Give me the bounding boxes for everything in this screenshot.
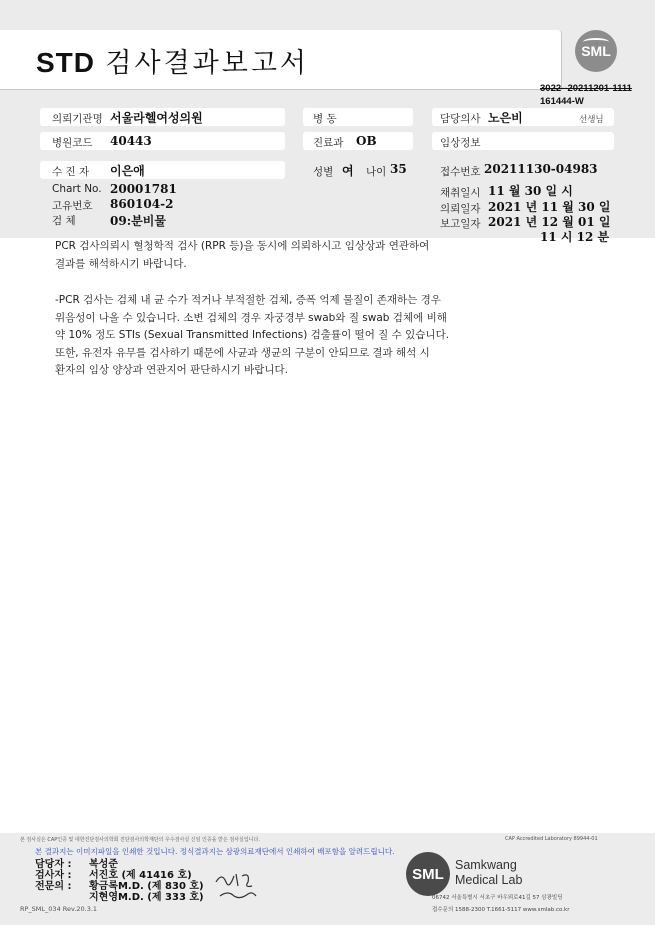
sml-logo: SML	[575, 30, 617, 72]
staff-row	[35, 888, 204, 903]
paragraph-line: 환자의 임상 양상과 연관지어 판단하시기 바랍니다.	[55, 364, 289, 376]
specimen-value: 09:분비물	[110, 214, 166, 228]
uid-label: 고유번호	[52, 200, 93, 212]
chart-value: 20001781	[110, 182, 177, 196]
sml-brand-logo: SML	[406, 852, 450, 896]
req-org-label: 의뢰기관명	[52, 113, 103, 125]
req-org-value: 서울라헬여성의원	[110, 111, 203, 125]
contact-text: 접수문의 1588-2300 T.1661-5117 www.smlab.co.kr	[432, 907, 570, 913]
receipt-value: 20211130-04983	[484, 162, 598, 176]
doc-no-line1: 3022--20211201-1111	[540, 83, 632, 94]
report-value: 2021 년 12 월 01 일	[488, 215, 611, 229]
brand-name	[455, 858, 522, 888]
dept-value: OB	[356, 134, 377, 148]
request-value: 2021 년 11 월 30 일	[488, 200, 611, 214]
ward-label: 병 동	[313, 113, 337, 125]
specimen-label: 검 체	[52, 215, 76, 227]
staff-role: 담당자 :	[35, 859, 72, 870]
collect-value: 11 월 30 일 시	[488, 184, 573, 198]
paragraph-line: 결과를 해석하시기 바랍니다.	[55, 257, 187, 270]
collect-label: 채취일시	[440, 187, 481, 199]
doctor-label: 담당의사	[440, 113, 481, 125]
staff-name: 지현영M.D. (제 333 호)	[89, 892, 204, 903]
patient-label: 수 진 자	[52, 166, 90, 178]
sex-value: 여	[342, 164, 354, 178]
clinical-label: 임상정보	[440, 137, 481, 149]
staff-role: 전문의 :	[35, 881, 72, 892]
paragraph-line: -PCR 검사는 검체 내 균 수가 적거나 부적절한 검체, 증폭 억제 물질이 존재하는 경우	[55, 294, 441, 306]
title-main: 검사결과보고서	[105, 48, 309, 79]
paragraph-2	[55, 292, 449, 380]
staff-name: 서진호 (제 41416 호)	[89, 870, 192, 881]
page-title	[36, 41, 309, 80]
paragraph-line: 또한, 유전자 유무를 검사하기 때문에 사균과 생균의 구분이 안되므로 결과 해석 시	[55, 346, 430, 359]
patient-value: 이은애	[110, 164, 145, 178]
staff-role: 검사자 :	[35, 870, 72, 881]
receipt-label: 접수번호	[440, 166, 481, 178]
hosp-code-label: 병원코드	[52, 137, 93, 149]
cap-note: CAP Accredited Laboratory 89944-01	[505, 836, 598, 842]
paragraph-line: 약 10% 정도 STIs (Sexual Transmitted Infections) 검출률이 떨어 질 수 있습니다.	[55, 329, 450, 341]
paragraph-line: 위음성이 나올 수 있습니다. 소변 검체의 경우 자궁경부 swab와 질 swab 검체에 비해	[55, 311, 447, 324]
sex-label: 성별	[313, 166, 334, 178]
print-notice: 본 결과지는 이미지파일을 인쇄한 것입니다. 정식결과지는 삼광의료재단에서 인쇄하여 배포함을 알려드립니다.	[35, 847, 395, 856]
document-number	[540, 82, 632, 108]
report-time-value: 11 시 12 분	[540, 230, 610, 244]
doctor-value: 노은비	[488, 111, 523, 125]
paragraph-1	[55, 238, 429, 273]
signature-image	[212, 868, 262, 904]
staff-name: 황금록M.D. (제 830 호)	[89, 881, 204, 892]
title-prefix: STD	[36, 47, 95, 78]
age-label: 나이	[366, 166, 387, 178]
accreditation-note: 본 검사실은 CAP인증 및 대한진단검사의학회 진단검사의학재단의 우수검사실 신임 인증을 받은 검사실입니다.	[20, 837, 260, 843]
brand-line2: Medical Lab	[455, 873, 523, 887]
request-label: 의뢰일자	[440, 203, 481, 215]
paragraph-line: PCR 검사의뢰시 혈청학적 검사 (RPR 등)을 동시에 의뢰하시고 임상상과 연관하여	[55, 240, 430, 252]
uid-value: 860104-2	[110, 197, 174, 211]
doc-no-line2: 161444-W	[540, 96, 584, 107]
chart-label: Chart No.	[52, 183, 102, 195]
brand-line1: Samkwang	[455, 858, 517, 872]
age-value: 35	[390, 162, 407, 176]
address-text: 06742 서울특별시 서초구 바우뫼로41길 57 삼광빌딩	[432, 895, 563, 901]
doctor-suffix: 선생님	[579, 115, 604, 125]
report-label: 보고일자	[440, 218, 481, 230]
dept-label: 진료과	[313, 137, 344, 149]
staff-name: 복성준	[89, 859, 118, 870]
form-code: RP_SML_034 Rev.20.3.1	[20, 905, 98, 913]
hosp-code-value: 40443	[110, 134, 152, 148]
